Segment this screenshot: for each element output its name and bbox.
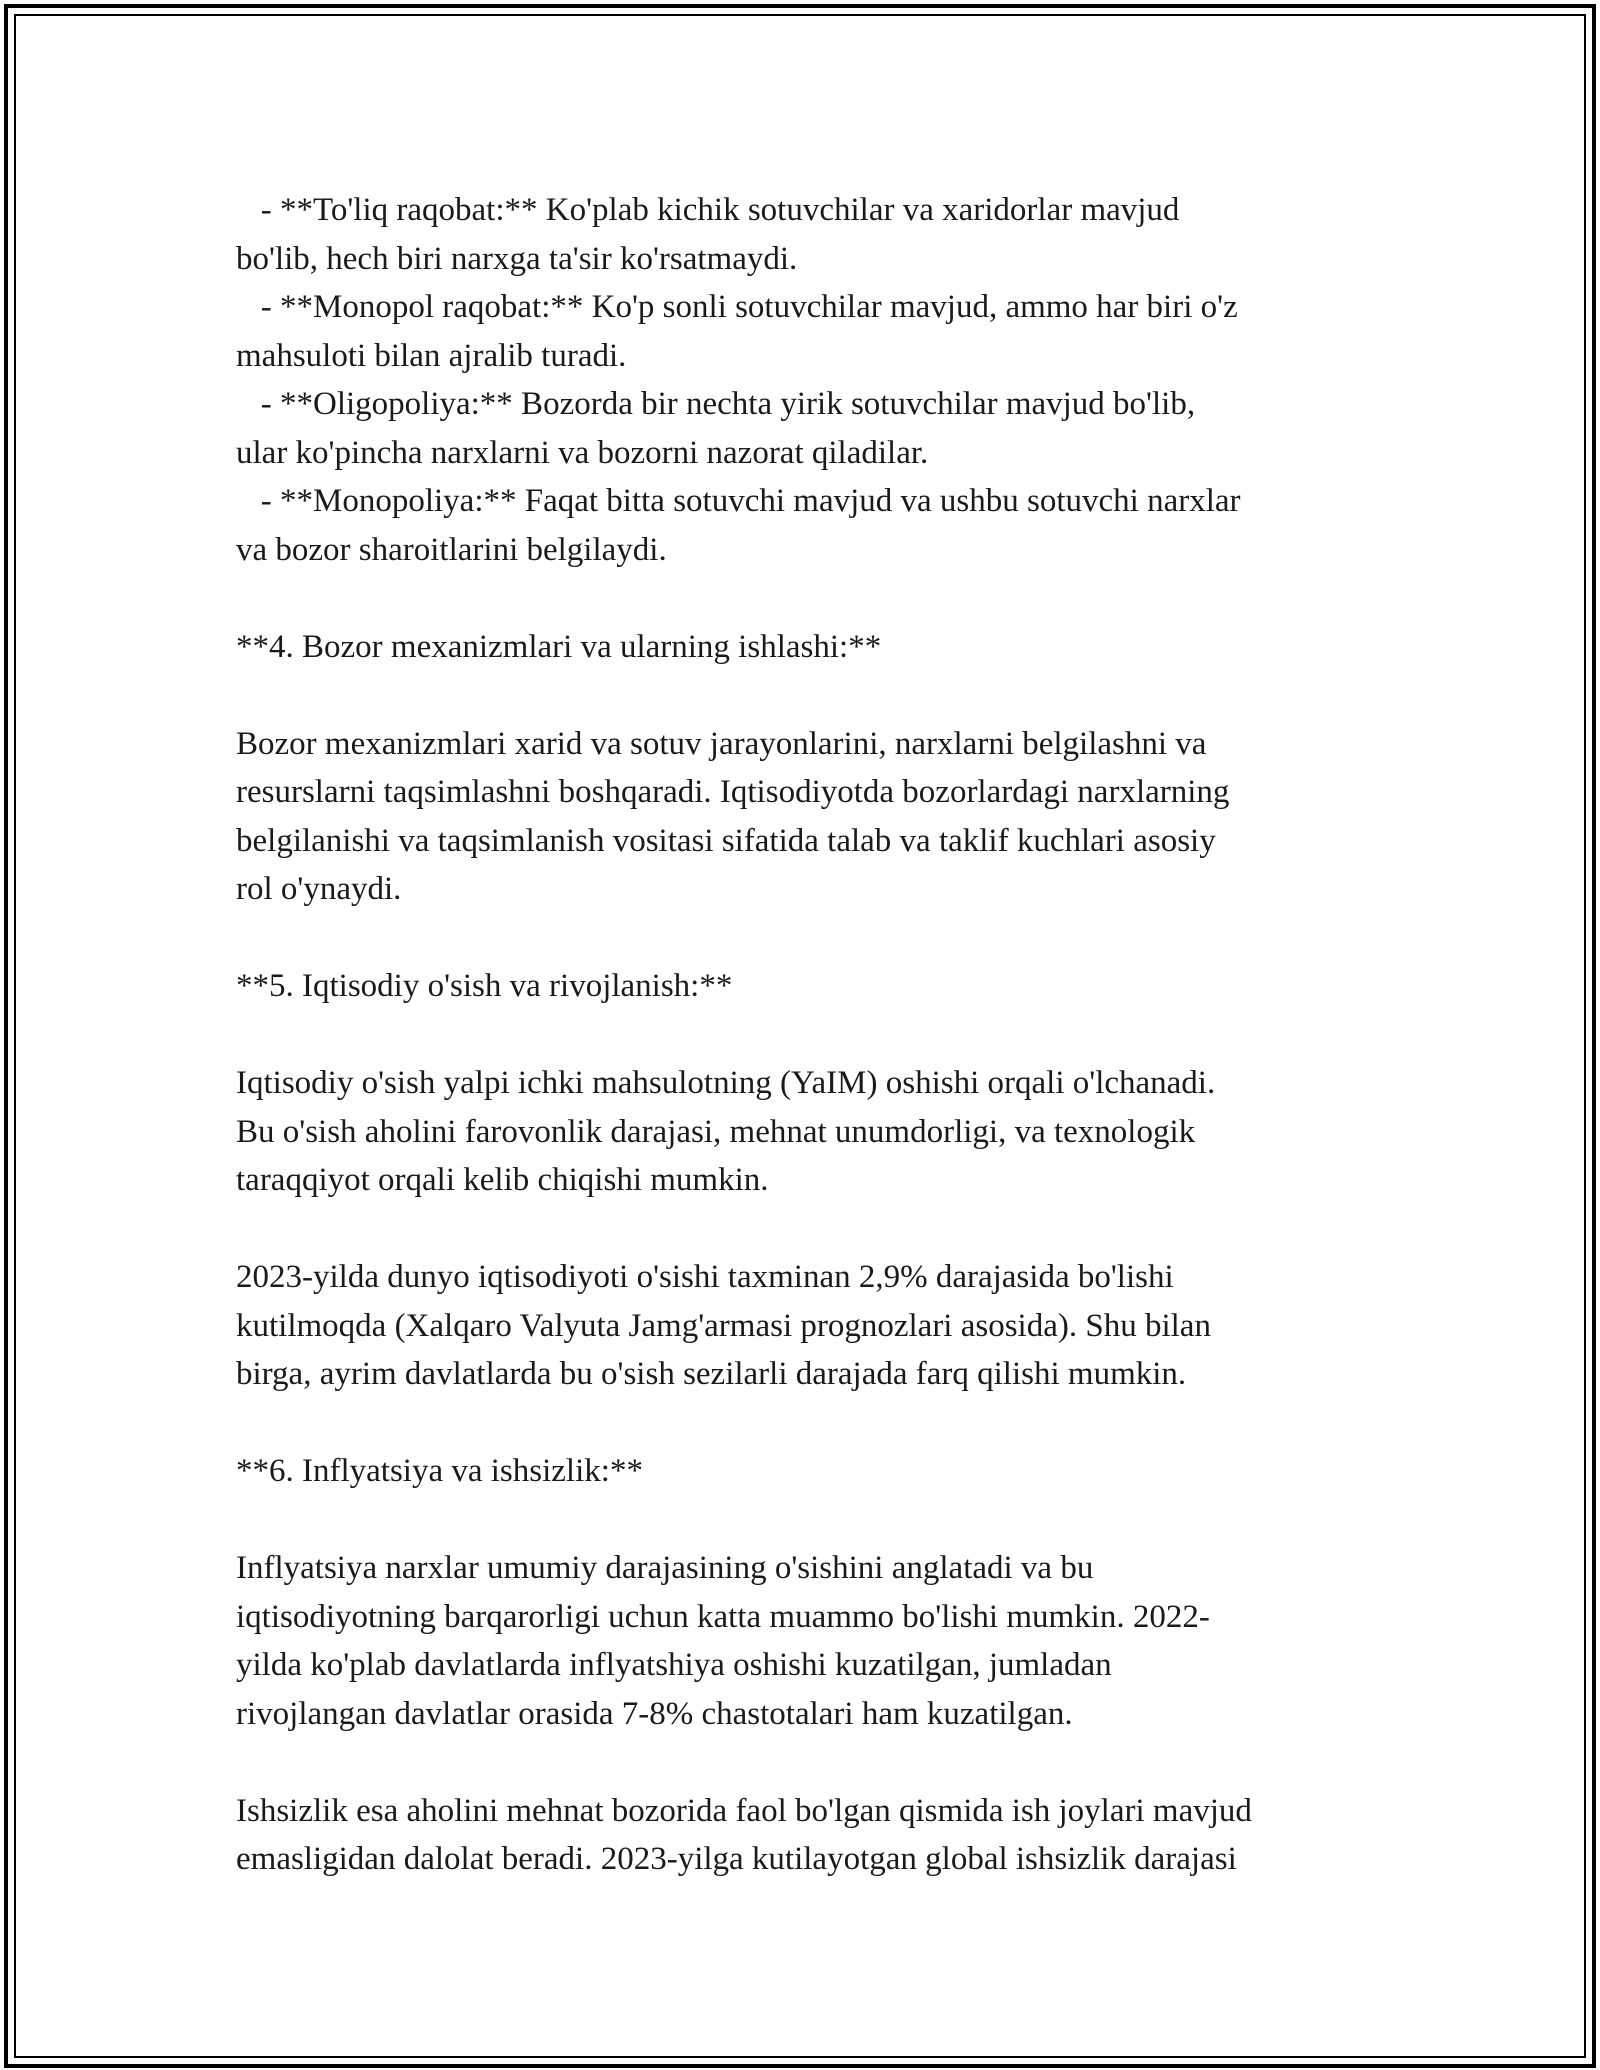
text-line: Bozor mexanizmlari xarid va sotuv jarayonlarini, narxlarni belgilashni va [236, 725, 1207, 762]
blank-line [236, 1205, 1376, 1254]
blank-line [236, 1399, 1376, 1448]
text-line: - **To'liq raqobat:** Ko'plab kichik sotuvchilar va xaridorlar mavjud [236, 192, 1180, 228]
blank-line [236, 914, 1376, 963]
blank-line [236, 574, 1376, 623]
blank-line [236, 671, 1376, 720]
blank-line [236, 1496, 1376, 1545]
section-heading-6: **6. Inflyatsiya va ishsizlik:** [236, 1453, 643, 1489]
text-line: rivojlangan davlatlar orasida 7-8% chastotalari ham kuzatilgan. [236, 1695, 1073, 1732]
text-line: va bozor sharoitlarini belgilaydi. [236, 531, 667, 568]
section-heading-5: **5. Iqtisodiy o'sish va rivojlanish:** [236, 968, 733, 1004]
text-line: resurslarni taqsimlashni boshqaradi. Iqtisodiyotda bozorlardagi narxlarning [236, 774, 1230, 810]
text-line: Ishsizlik esa aholini mehnat bozorida faol bo'lgan qismida ish joylari mavjud [236, 1792, 1252, 1829]
text-line: ular ko'pincha narxlarni va bozorni nazorat qiladilar. [236, 434, 929, 471]
text-line: iqtisodiyotning barqarorligi uchun katta muammo bo'lishi mumkin. 2022- [236, 1598, 1210, 1635]
text-line: kutilmoqda (Xalqaro Valyuta Jamg'armasi prognozlari asosida). Shu bilan [236, 1307, 1211, 1344]
text-line: yilda ko'plab davlatlarda inflyatshiya oshishi kuzatilgan, jumladan [236, 1647, 1112, 1683]
text-line: - **Oligopoliya:** Bozorda bir nechta yirik sotuvchilar mavjud bo'lib, [236, 386, 1196, 422]
text-line: Inflyatsiya narxlar umumiy darajasining o'sishini anglatadi va bu [236, 1550, 1094, 1586]
text-line: belgilanishi va taqsimlanish vositasi sifatida talab va taklif kuchlari asosiy [236, 822, 1216, 859]
text-line: mahsuloti bilan ajralib turadi. [236, 337, 627, 374]
blank-line [236, 1011, 1376, 1060]
text-line: emasligidan dalolat beradi. 2023-yilga kutilayotgan global ishsizlik darajasi [236, 1841, 1237, 1877]
text-line: Bu o'sish aholini farovonlik darajasi, mehnat unumdorligi, va texnologik [236, 1113, 1196, 1150]
text-line: rol o'ynaydi. [236, 871, 402, 907]
document-body [236, 186, 1376, 1884]
text-line: bo'lib, hech biri narxga ta'sir ko'rsatmaydi. [236, 240, 798, 277]
text-line: birga, ayrim davlatlarda bu o'sish sezilarli darajada farq qilishi mumkin. [236, 1356, 1187, 1392]
text-line: taraqqiyot orqali kelib chiqishi mumkin. [236, 1162, 769, 1198]
blank-line [236, 1738, 1376, 1787]
section-heading-4: **4. Bozor mexanizmlari va ularning ishlashi:** [236, 628, 882, 665]
text-line: Iqtisodiy o'sish yalpi ichki mahsulotning (YaIM) oshishi orqali o'lchanadi. [236, 1065, 1216, 1101]
text-line: 2023-yilda dunyo iqtisodiyoti o'sishi taxminan 2,9% darajasida bo'lishi [236, 1259, 1174, 1295]
text-line: - **Monopol raqobat:** Ko'p sonli sotuvchilar mavjud, ammo har biri o'z [236, 289, 1238, 325]
text-line: - **Monopoliya:** Faqat bitta sotuvchi mavjud va ushbu sotuvchi narxlar [236, 483, 1241, 519]
